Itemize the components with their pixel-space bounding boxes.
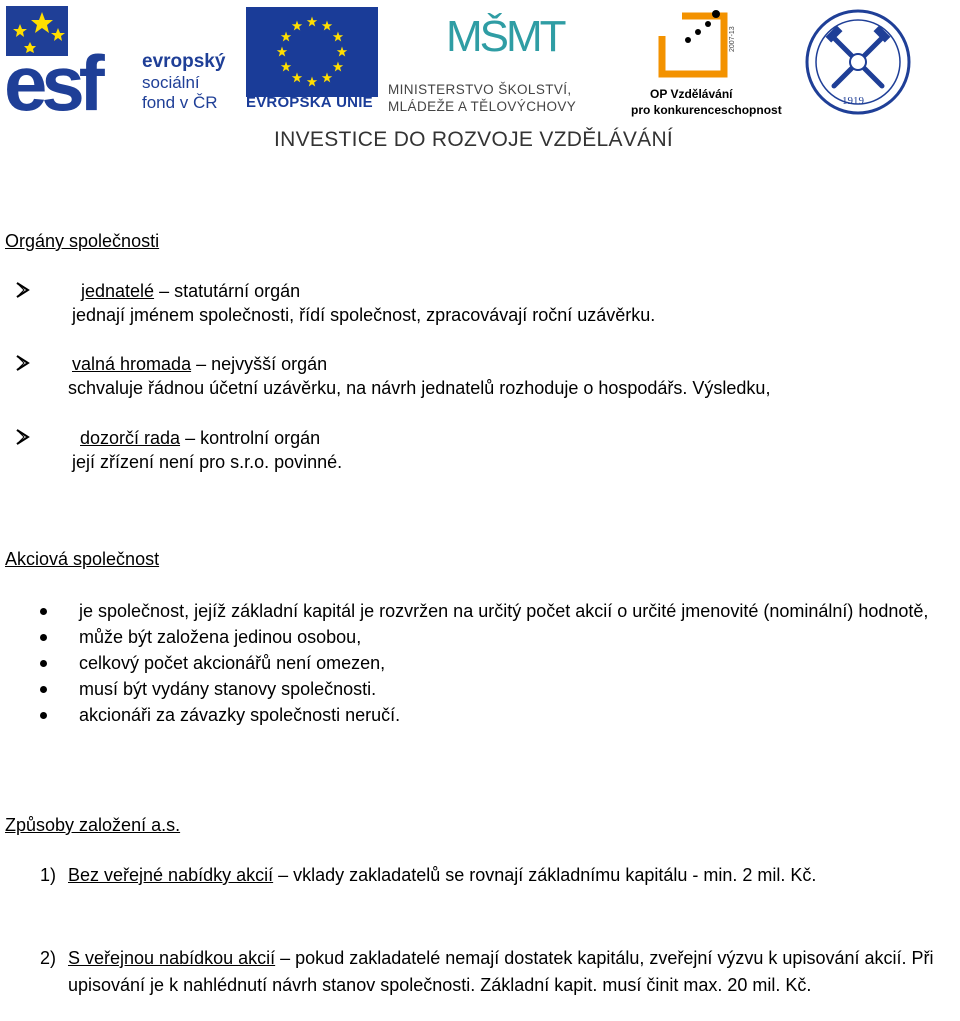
organ-title	[72, 352, 327, 376]
msmt-monogram-icon	[388, 6, 618, 86]
bullet-dot-icon	[40, 660, 47, 667]
item-text	[40, 945, 960, 999]
list-item-text: musí být vydány stanovy společnosti.	[79, 679, 377, 699]
svg-text:2007-13: 2007-13	[729, 26, 736, 52]
investice-tagline: INVESTICE DO ROZVOJE VZDĚLÁVÁNÍ	[274, 128, 674, 151]
organ-role: nejvyšší orgán	[211, 354, 328, 374]
msmt-line-1: MINISTERSTVO ŠKOLSTVÍ,	[388, 82, 572, 97]
organy-heading: Orgány společnosti	[5, 231, 160, 251]
item-dash: –	[273, 865, 294, 885]
esf-line-3: fond v ČR	[142, 93, 218, 112]
organ-dash: –	[154, 281, 175, 301]
svg-text:esf: esf	[6, 39, 99, 116]
bullet-dot-icon	[40, 712, 47, 719]
msmt-line-2: MLÁDEŽE A TĚLOVÝCHOVY	[388, 99, 577, 114]
list-item-text: akcionáři za závazky společnosti neručí.	[79, 705, 401, 725]
bullet-dot-icon	[40, 608, 47, 615]
esf-line-2: sociální	[142, 73, 200, 92]
organ-term: dozorčí rada	[80, 428, 181, 448]
svg-text:MŠMT: MŠMT	[446, 12, 564, 61]
organ-title	[80, 426, 320, 450]
zpusob-item-2	[40, 945, 960, 999]
list-item	[40, 598, 960, 624]
logo-header	[0, 0, 960, 160]
organ-role: kontrolní orgán	[200, 428, 321, 448]
organ-dash: –	[180, 428, 201, 448]
item-term: S veřejnou nabídkou akcií	[68, 948, 276, 968]
op-logo	[628, 8, 782, 117]
item-number: 2)	[40, 948, 57, 968]
arrow-bullet-icon	[14, 352, 32, 374]
list-item	[40, 624, 960, 650]
arrow-bullet-icon	[14, 426, 32, 448]
organ-description: jednají jménem společnosti, řídí společnost, zpracovávají roční uzávěrku.	[72, 305, 656, 325]
list-item	[40, 702, 960, 728]
item-body: vklady zakladatelů se rovnají základnímu kapitálu - min. 2 mil. Kč.	[293, 865, 817, 885]
item-term: Bez veřejné nabídky akcií	[68, 865, 274, 885]
eu-flag-icon	[246, 7, 378, 97]
organ-description: schvaluje řádnou účetní uzávěrku, na návrh jednatelů rozhoduje o hospodářs. Výsledku,	[68, 378, 771, 398]
item-body: pokud zakladatelé nemají dostatek kapitálu, zveřejní výzvu k upisování akcií. Při upisování je k nahlédnutí návrh stanov společnosti. Základní kapit. musí činit max. 20 mil. Kč.	[68, 948, 934, 995]
list-item-text: může být založena jedinou osobou,	[79, 627, 362, 647]
list-item-text: celkový počet akcionářů není omezen,	[79, 653, 386, 673]
bullet-dot-icon	[40, 634, 47, 641]
organ-term: valná hromada	[72, 354, 192, 374]
bullet-dot-icon	[40, 686, 47, 693]
svg-text:1919: 1919	[842, 95, 864, 107]
esf-line-1: evropský	[142, 51, 226, 72]
op-emblem-icon	[628, 8, 778, 88]
list-item	[40, 676, 960, 702]
akciova-bullet-list	[40, 598, 960, 728]
esf-logo	[6, 6, 242, 116]
arrow-bullet-icon	[14, 279, 32, 301]
eu-label: EVROPSKÁ UNIE	[246, 94, 373, 111]
organ-description: její zřízení není pro s.r.o. povinné.	[72, 452, 343, 472]
msmt-logo	[388, 6, 618, 116]
organ-title	[81, 279, 300, 303]
organ-term: jednatelé	[81, 281, 155, 301]
zpusoby-heading: Způsoby založení a.s.	[5, 815, 181, 835]
list-item	[40, 650, 960, 676]
item-number: 1)	[40, 865, 57, 885]
op-line-2: pro konkurenceschopnost	[631, 103, 782, 117]
organ-role: statutární orgán	[174, 281, 301, 301]
akciova-heading: Akciová společnost	[5, 549, 160, 569]
organ-dash: –	[191, 354, 212, 374]
zpusob-item-1	[40, 862, 960, 889]
school-seal-icon	[804, 8, 912, 116]
list-item-text: je společnost, jejíž základní kapitál je rozvržen na určitý počet akcií o určité jmenovité (nominální) hodnotě,	[79, 601, 929, 621]
item-dash: –	[275, 948, 296, 968]
op-line-1: OP Vzdělávání	[650, 87, 733, 101]
item-text	[40, 862, 960, 889]
